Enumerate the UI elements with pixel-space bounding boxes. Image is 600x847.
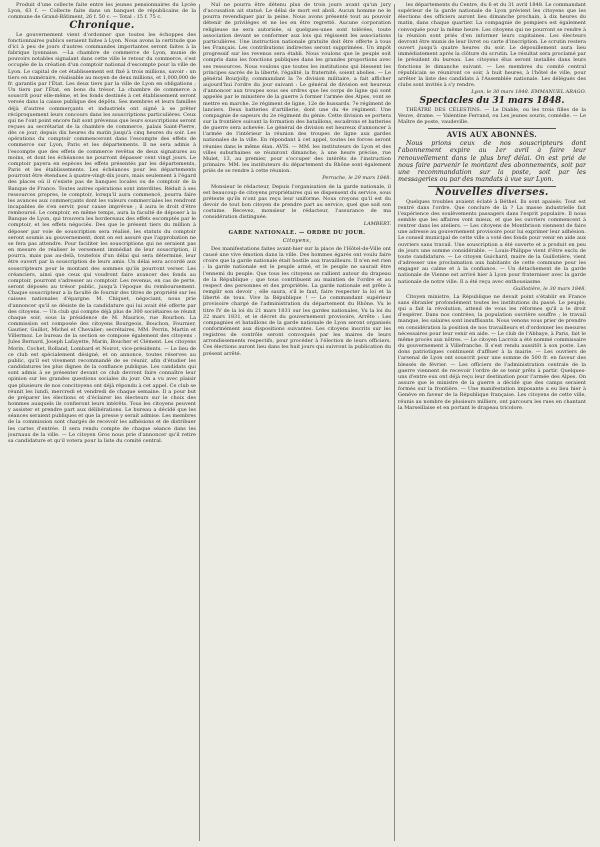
avis-text: Nous prions ceux de nos souscripteurs dont l'abonnement expire au 1er avril à faire leur renouvellement dans le plus bref délai. On est prié de nous faire parvenir le montant des abonnements, soit par une recommandation sur la poste, soit par les messageries ou par des mandats à vue sur Lyon. xyxy=(398,140,586,184)
signature: Lyon, le 30 mars 1848. EMMANUEL ARAGO. xyxy=(471,89,586,96)
column-rule xyxy=(199,4,200,841)
article-text: Citoyen ministre, La République ne devait point s'établir en France sans ébranler profondément toutes les institutions du passé. Le peuple, qui a fait la révolution, attend de vous les réformes qu'il a le droit d'espérer. Dans nos contrées, la population ouvrière souffre ; le travail manque, les salaires sont insuffisants. Nous venons vous prier de prendre en considération la position de nos travailleurs et d'ordonner les mesures nécessaires pour leur venir en aide. — Le club de l'Abbaye, à Paris, fait le même procès aux nôtres. — Le citoyen Lacroix a été nommé commissaire du gouvernement à Villefranche. Il s'est rendu aussitôt à son poste. Les dons patriotiques continuent d'affluer à la mairie. — Les ouvriers de l'arsenal de Lyon ont souscrit pour une somme de 500 fr. en faveur des blessés de février. — Les officiers de l'administration centrale de la guerre viennent de recevoir l'ordre de se tenir prêts à partir. Quelques-uns d'entre eux ont déjà reçu leur destination pour l'armée des Alpes. On assure que le ministre de la guerre a décidé que des camps seraient formés sur la frontière. — Une manifestation imposante a eu lieu hier à Genève en faveur de la République française. Les citoyens de cette ville, réunis au nombre de plusieurs milliers, ont parcouru les rues en chantant la Marseillaise et en portant le drapeau tricolore. xyxy=(398,293,586,411)
dateline: Perrache, le 29 mars 1848. xyxy=(322,175,391,182)
spectacles-text: THÉÂTRE DES CÉLESTINS. — Le Diable, ou les trois filles de la Veuve, drame. — Valentine Ferrand, ou Les jeunes souris, comédie. — Le Maître de poste, vaudeville. xyxy=(398,106,586,125)
column-left xyxy=(8,2,196,843)
avis-heading: AVIS AUX ABONNÉS. xyxy=(446,129,538,139)
divider xyxy=(428,128,556,129)
nouvelles-text: Quelques troubles avaient éclaté à Béthel. Ils sont apaisés. Tout est rentré dans l'ordre. Que conclure de là ? La masse industrielle fait l'expérience des soulèvements passagers dans l'esprit populaire. Il nous semble que les affaires vont mieux, et que les ouvriers commencent à rentrer dans les ateliers. — Les citoyens de Montbrison viennent de faire une adresse au gouvernement provisoire pour lui exprimer leur adhésion. Le conseil municipal de cette ville a voté des fonds pour venir en aide aux ouvriers sans travail. Une souscription a été ouverte et a produit en peu de jours une somme considérable. — Louis-Philippe vient d'être exclu de toute candidature. — Le citoyen Guichard, maire de la Guillotière, vient d'adresser une proclamation aux habitants de cette commune pour les engager au calme et à la confiance. — Un détachement de la garde nationale de Vienne est arrivé hier à Lyon pour fraterniser avec la garde nationale de notre ville. Il a été reçu avec enthousiasme. xyxy=(398,198,586,285)
column-right xyxy=(398,2,586,843)
letter-text: Monsieur le rédacteur, Depuis l'organisation de la garde nationale, il est beaucoup de citoyens propriétaires qui se dispensent du service, sous prétexte qu'ils n'ont pas reçu leur uniforme. Nous croyons qu'il est du devoir de tout bon citoyen de prendre part au service, quel que soit son costume. Recevez, monsieur le rédacteur, l'assurance de ma considération distinguée. xyxy=(203,183,391,221)
column-rule xyxy=(394,4,395,841)
nouvelles-heading: Nouvelles diverses. xyxy=(435,187,549,199)
signature: LAMBERT. xyxy=(363,221,391,228)
chronique-body: Le gouvernement vient d'ordonner que toutes les échoppes des fonctionnaires publics seraient faites à Lyon. Nous avons la certitude que d'ici à peu de jours d'autres commandes importantes seront faites à la fabrique lyonnaise. —La chambre de commerce de Lyon, munie de pouvoirs notables signalant dans cette ville le retour du commerce, s'est occupée de la création d'un comptoir national d'escompte pour la ville de Lyon. Le capital de cet établissement est fixé à trois millions, savoir : un tiers en numéraire, réalisable au moyen de deux millions, et 1,000,000 de fr. garantis par l'État. Les deux tiers par la ville de Lyon en obligations ; Un tiers par l'État, en bons du trésor. La chambre de commerce a souscrit pour elle-même, et les fonds destinés à cet établissement seront versés dans la caisse publique des dépôts. Ses membres et leurs familles déjà d'autres commerçants et industriels ont signé à se prêter réciproquement leurs concours dans les souscriptions particulières. Ceux qui ne l'ont point encore fait sont prévenus que leurs souscriptions seront reçues au secrétariat de la chambre de commerce, palais Saint-Pierre, dès ce jour, depuis dix heures du matin jusqu'à cinq heures du soir. Les opérations du comptoir commenceront dans l'escompte des effets de commerce sur Lyon, Paris et les départements. Il ne sera admis à l'escompte que des effets de commerce revêtus de deux signatures au moins, et dont les échéances ne pourront dépasser cent vingt jours. Le comptoir payera en espèces les effets présentés par les départements, Paris et les établissements. Les échéances pour les départements pourront être étendues à quatre-vingt-dix jours, mais seulement à l'égard des places où il n'existe pas de banques locales ou de comptoir de la Banque de France. Toutes autres opérations sont interdites. Réduit à ses ressources propres, le comptoir, lorsqu'il aura commencé, pourra faire les avances aux commerçants dont les valeurs commerciales les rendront incapables de s'en servir, pour cause imprévue ; il aura le droit d'être remboursé. Le comptoir, en même temps, aura la faculté de déposer à la Banque de Lyon, qui trouvera les bordereaux des effets escomptés par le comptoir, et les effets négociés. Des que le présent tiers du million à déposer par voie de souscription sera réalisé, les statuts du comptoir seront soumis au gouvernement, dont on est assuré que l'approbation ne se fera pas attendre. Pour faciliter les souscriptions qui ne seraient pas en mesure de réaliser le versement immédiat de leur souscription, il pourra, mais pas au-delà, toutefois d'un délai qui sera déterminé, leur être ouvert par la souscription de leurs amis. Un délai sera accordé aux souscripteurs pour le montant des sommes qu'ils pourront verser. Les créanciers, ainsi que ceux qui voudront faire avancer des fonds au comptoir, pourront s'adresser au comptoir. Les revenus, en cas de perte, seront déposés au trésor public, jusqu'à l'époque du remboursement. Chaque souscripteur a la faculté de fournir des titres de propriété sur les caisses nationales d'épargne. M. Chiquet, négociant, nous prie d'annoncer qu'il se désiste de la candidature qui lui avait été offerte par des citoyens. — Un club qui compte déjà plus de 300 sociétaires se réunit chaque soir, sous la présidence de M. Maurice, rue Bourbon. La commission est composée des citoyens Bourgeois, Bouchon, Fournier, Gautier, Guillot, Michel et Chevalier; secrétaires, MM. Perrin, Martin et Villermoz. Le bureau de la section se compose également des citoyens : Jules Bernard, Joseph Lafayette, Marin, Boucher et Clément. Les citoyens Morin, Cochet, Rolland, Lombard et Noirot, vice-présidents. — Le lieu de ce club est spécialement désigné, et on annonce, toutes réserves au public, qu'il est vivement recommandé de se réunir, afin d'étudier les candidatures les plus dignes de la confiance publique. Les candidats qui sont admis à se présenter devant ce club devront faire connaître leur opinion sur les grandes questions sociales du jour. On a vu avec plaisir que plusieurs de nos concitoyens ont déjà répondu à cet appel. Ce club se réunit les lundi, mercredi et vendredi de chaque semaine. Il a pour but de préparer les élections et d'éclairer les électeurs sur le choix des hommes auxquels ils confieront leurs intérêts. Tous les citoyens peuvent y assister et prendre part aux délibérations. Le bureau a décidé que les séances seraient publiques et que la presse y serait admise. Les membres de la commission sont chargés de recevoir les adhésions et de distribuer les cartes d'entrée. Il sera rendu compte de chaque séance dans les journaux de la ville. — Le citoyen Gros nous prie d'annoncer qu'il retire sa candidature et qu'il votera pour la liste du comité central. xyxy=(8,31,196,444)
garde-nationale-heading: GARDE NATIONALE. — ORDRE DU JOUR. xyxy=(228,229,366,236)
column-middle xyxy=(203,2,391,843)
article-text: Nul ne pourra être détenu plus de trois jours avant qu'un jury d'accusation ait statué. Le délai de mort est aboli. Aucun homme ne le pourra revendiquer par la peine. Nous avons présenté tout au pouvoir détenir de privilèges et ne les en être regretté. Aucune corporation religieuse ne sera autorisée, si quelques-unes sont tolérées, toute association devant se conformer aux lois qui régissent les associations particulières. Une instruction nationale gratuite doit être offerte à tous les Français. Les contributions indirectes seront supprimées. Un impôt progressif sur les revenus sera établi. Nous voulons que le peuple soit compris dans les fonctions publiques dans les grandes proportions avec ses ressources. Nous voulons que toutes les institutions qui blessent les principes sacrés de la liberté, l'égalité, la fraternité, soient abolies. — Le général Bourjolly, commandant la 7e division militaire, a fait afficher aujourd'hui l'ordre du jour suivant : Le général de division est heureux d'annoncer aux troupes sous ses ordres que les corps de ligne qui sont appelés par le ministère de la guerre à former l'armée des Alpes, vont se mettre en marche. 2e régiment de ligne, 12e de hussards. 7e régiment de lanciers. Deux batteries d'artillerie, dont une du 4e régiment. Une compagnie de sapeurs du 2e régiment du génie. Cette division se portera sur la frontière suivant la formation des bataillons, escadrons et batteries de guerre sera achevée. Le général de division est heureux d'annoncer à l'armée de l'intérieur la réunion des troupes de ligne aux gardes nationales de la ville. En répondant à cet appel, toutes les forces seront réunies dans le même élan. AVIS. — MM. les instituteurs de Lyon et des villes suburbaines se réuniront dimanche, à une heure précise, rue Mulet, 13, au premier, pour s'occuper des intérêts de l'instruction primaire. MM. les instituteurs du département du Rhône sont également priés de se rendre à cette réunion. xyxy=(203,2,391,175)
salutation: Citoyens, xyxy=(282,237,312,244)
order-text: Des manifestations faites avant-hier sur la place de l'Hôtel-de-Ville ont causé une vive émotion dans la ville. Des hommes égarés ont voulu faire croire que la garde nationale était hostile aux travailleurs. Il n'en est rien : la garde nationale est le peuple armé, et le peuple ne saurait être l'ennemi du peuple. Que tous les citoyens se rallient autour du drapeau de la République ; que tous contribuent au maintien de l'ordre et au respect des personnes et des propriétés. La garde nationale est prête à remplir son devoir ; elle saura, s'il le faut, faire respecter la loi et la liberté de tous. Vive la République ! — Le commandant supérieur provisoire chargé de l'administration du département du Rhône. Vu le titre IV de la loi du 21 mars 1831 sur les gardes nationales, Vu la loi du 22 mars 1831, et le décret du gouvernement provisoire, Arrête : Les compagnies et bataillons de la garde nationale de Lyon seront organisés conformément aux dispositions suivantes. Les citoyens inscrits sur les registres de contrôle seront convoqués par les maires de leurs arrondissements respectifs, pour procéder à l'élection de leurs officiers. Ces élections auront lieu dans les huit jours qui suivront la publication du présent arrêté. xyxy=(203,245,391,357)
chronique-heading: Chronique. xyxy=(69,20,135,32)
spectacles-heading: Spectacles du 31 mars 1848. xyxy=(419,96,565,107)
dateline: Guillotière, le 30 mars 1848. xyxy=(513,285,586,292)
article-text: les départements du Centre, du 6 et du 31 avril 1848. Le commandant supérieur de la garde nationale de Lyon prévient les citoyens que les élections des officiers auront lieu dimanche prochain, à dix heures du matin, dans chaque quartier. La compagnie de pompiers est également convoquée pour la même heure. Les citoyens qui ne pourront se rendre à la réunion sont priés d'en informer leurs capitaines. Les électeurs devront être munis de leur livret ou carte d'inscription. Le scrutin restera ouvert jusqu'à quatre heures du soir. Le dépouillement aura lieu immédiatement après la clôture du scrutin. Le résultat sera proclamé par le président du bureau. Les citoyens élus seront installés dans leurs fonctions le dimanche suivant. — Les membres du comité central républicain se réuniront ce soir, à huit heures, à l'hôtel de ville, pour arrêter la liste des candidats à l'Assemblée nationale. Les délégués des clubs sont invités à s'y rendre. xyxy=(398,2,586,89)
collecte-paragraph: Produit d'une collecte faite entre les jeunes pensionnaires du Lycée Lyon, 63 f. — Collecte faite dans un banquet de républicains de la commune de Grand-Bâtiment, 26 f. 50 c. — Total : 15 f. 75 c. xyxy=(8,2,196,21)
